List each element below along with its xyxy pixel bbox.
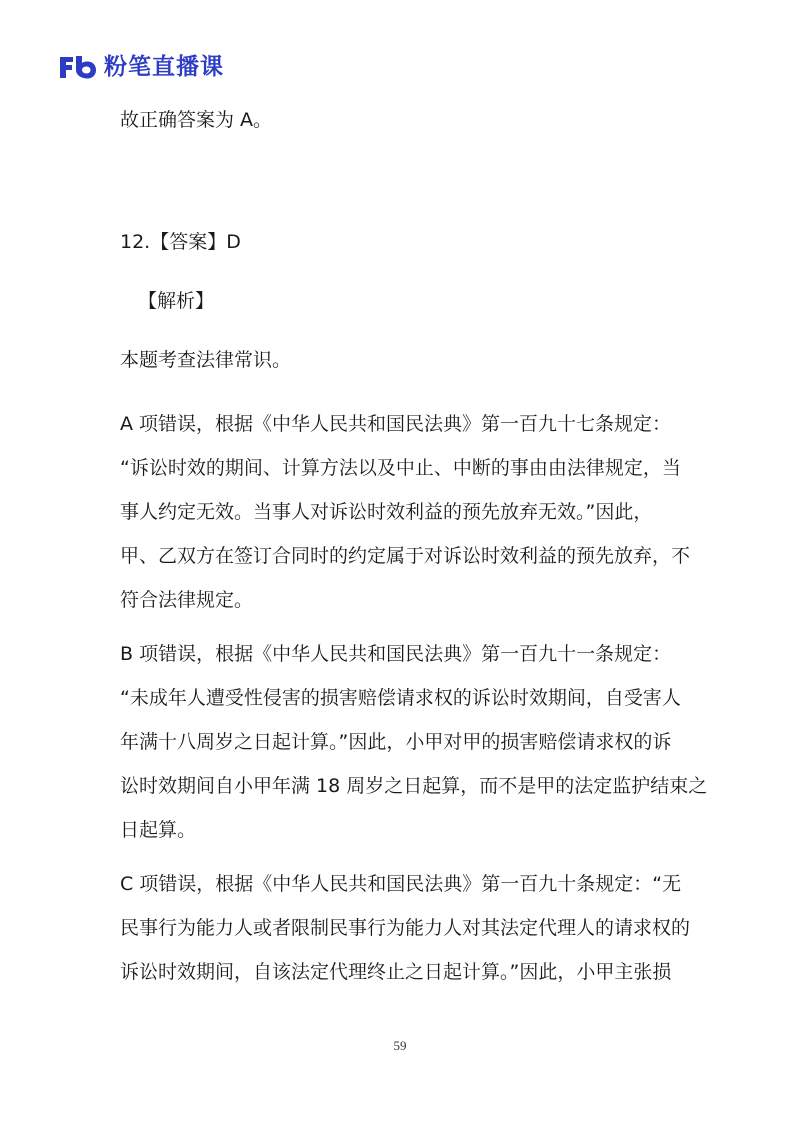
- option-c-quote-2: 诉讼时效期间，自该法定代理终止之日起计算。”因此，小甲主张损: [120, 961, 672, 983]
- option-c-quote-1: 民事行为能力人或者限制民事行为能力人对其法定代理人的请求权的: [120, 917, 691, 939]
- option-a-quote-1: “诉讼时效的期间、计算方法以及中止、中断的事由由法律规定，当: [120, 457, 681, 479]
- conclusion-line: 故正确答案为 A。: [120, 109, 273, 131]
- option-c-intro: C 项错误，根据《中华人民共和国民法典》第一百九十条规定：“无: [120, 873, 682, 895]
- fb-logo-icon: [58, 54, 98, 80]
- option-b-intro: B 项错误，根据《中华人民共和国民法典》第一百九十一条规定：: [120, 643, 672, 665]
- q12-topic-line: 本题考查法律常识。: [120, 349, 292, 371]
- option-b-conclusion-2: 日起算。: [120, 819, 197, 841]
- q12-analysis-label: 【解析】: [138, 290, 215, 312]
- q12-answer-line: 12.【答案】D: [120, 231, 241, 253]
- option-a-conclusion-2: 符合法律规定。: [120, 589, 254, 611]
- page-number: 59: [393, 1038, 407, 1053]
- option-b-quote-1: “未成年人遭受性侵害的损害赔偿请求权的诉讼时效期间，自受害人: [120, 687, 681, 709]
- option-b-quote-2: 年满十八周岁之日起计算。”因此，小甲对甲的损害赔偿请求权的诉: [120, 731, 672, 753]
- header: [58, 50, 224, 84]
- option-a-conclusion-1: 甲、乙双方在签订合同时的约定属于对诉讼时效利益的预先放弃，不: [120, 545, 691, 567]
- option-a-quote-2: 事人约定无效。当事人对诉讼时效利益的预先放弃无效。”因此，: [120, 501, 653, 523]
- option-a-intro: A 项错误，根据《中华人民共和国民法典》第一百九十七条规定：: [120, 413, 672, 435]
- option-b-conclusion-1: 讼时效期间自小甲年满 18 周岁之日起算，而不是甲的法定监护结束之: [120, 775, 708, 797]
- brand-name: 粉笔直播课: [104, 54, 224, 80]
